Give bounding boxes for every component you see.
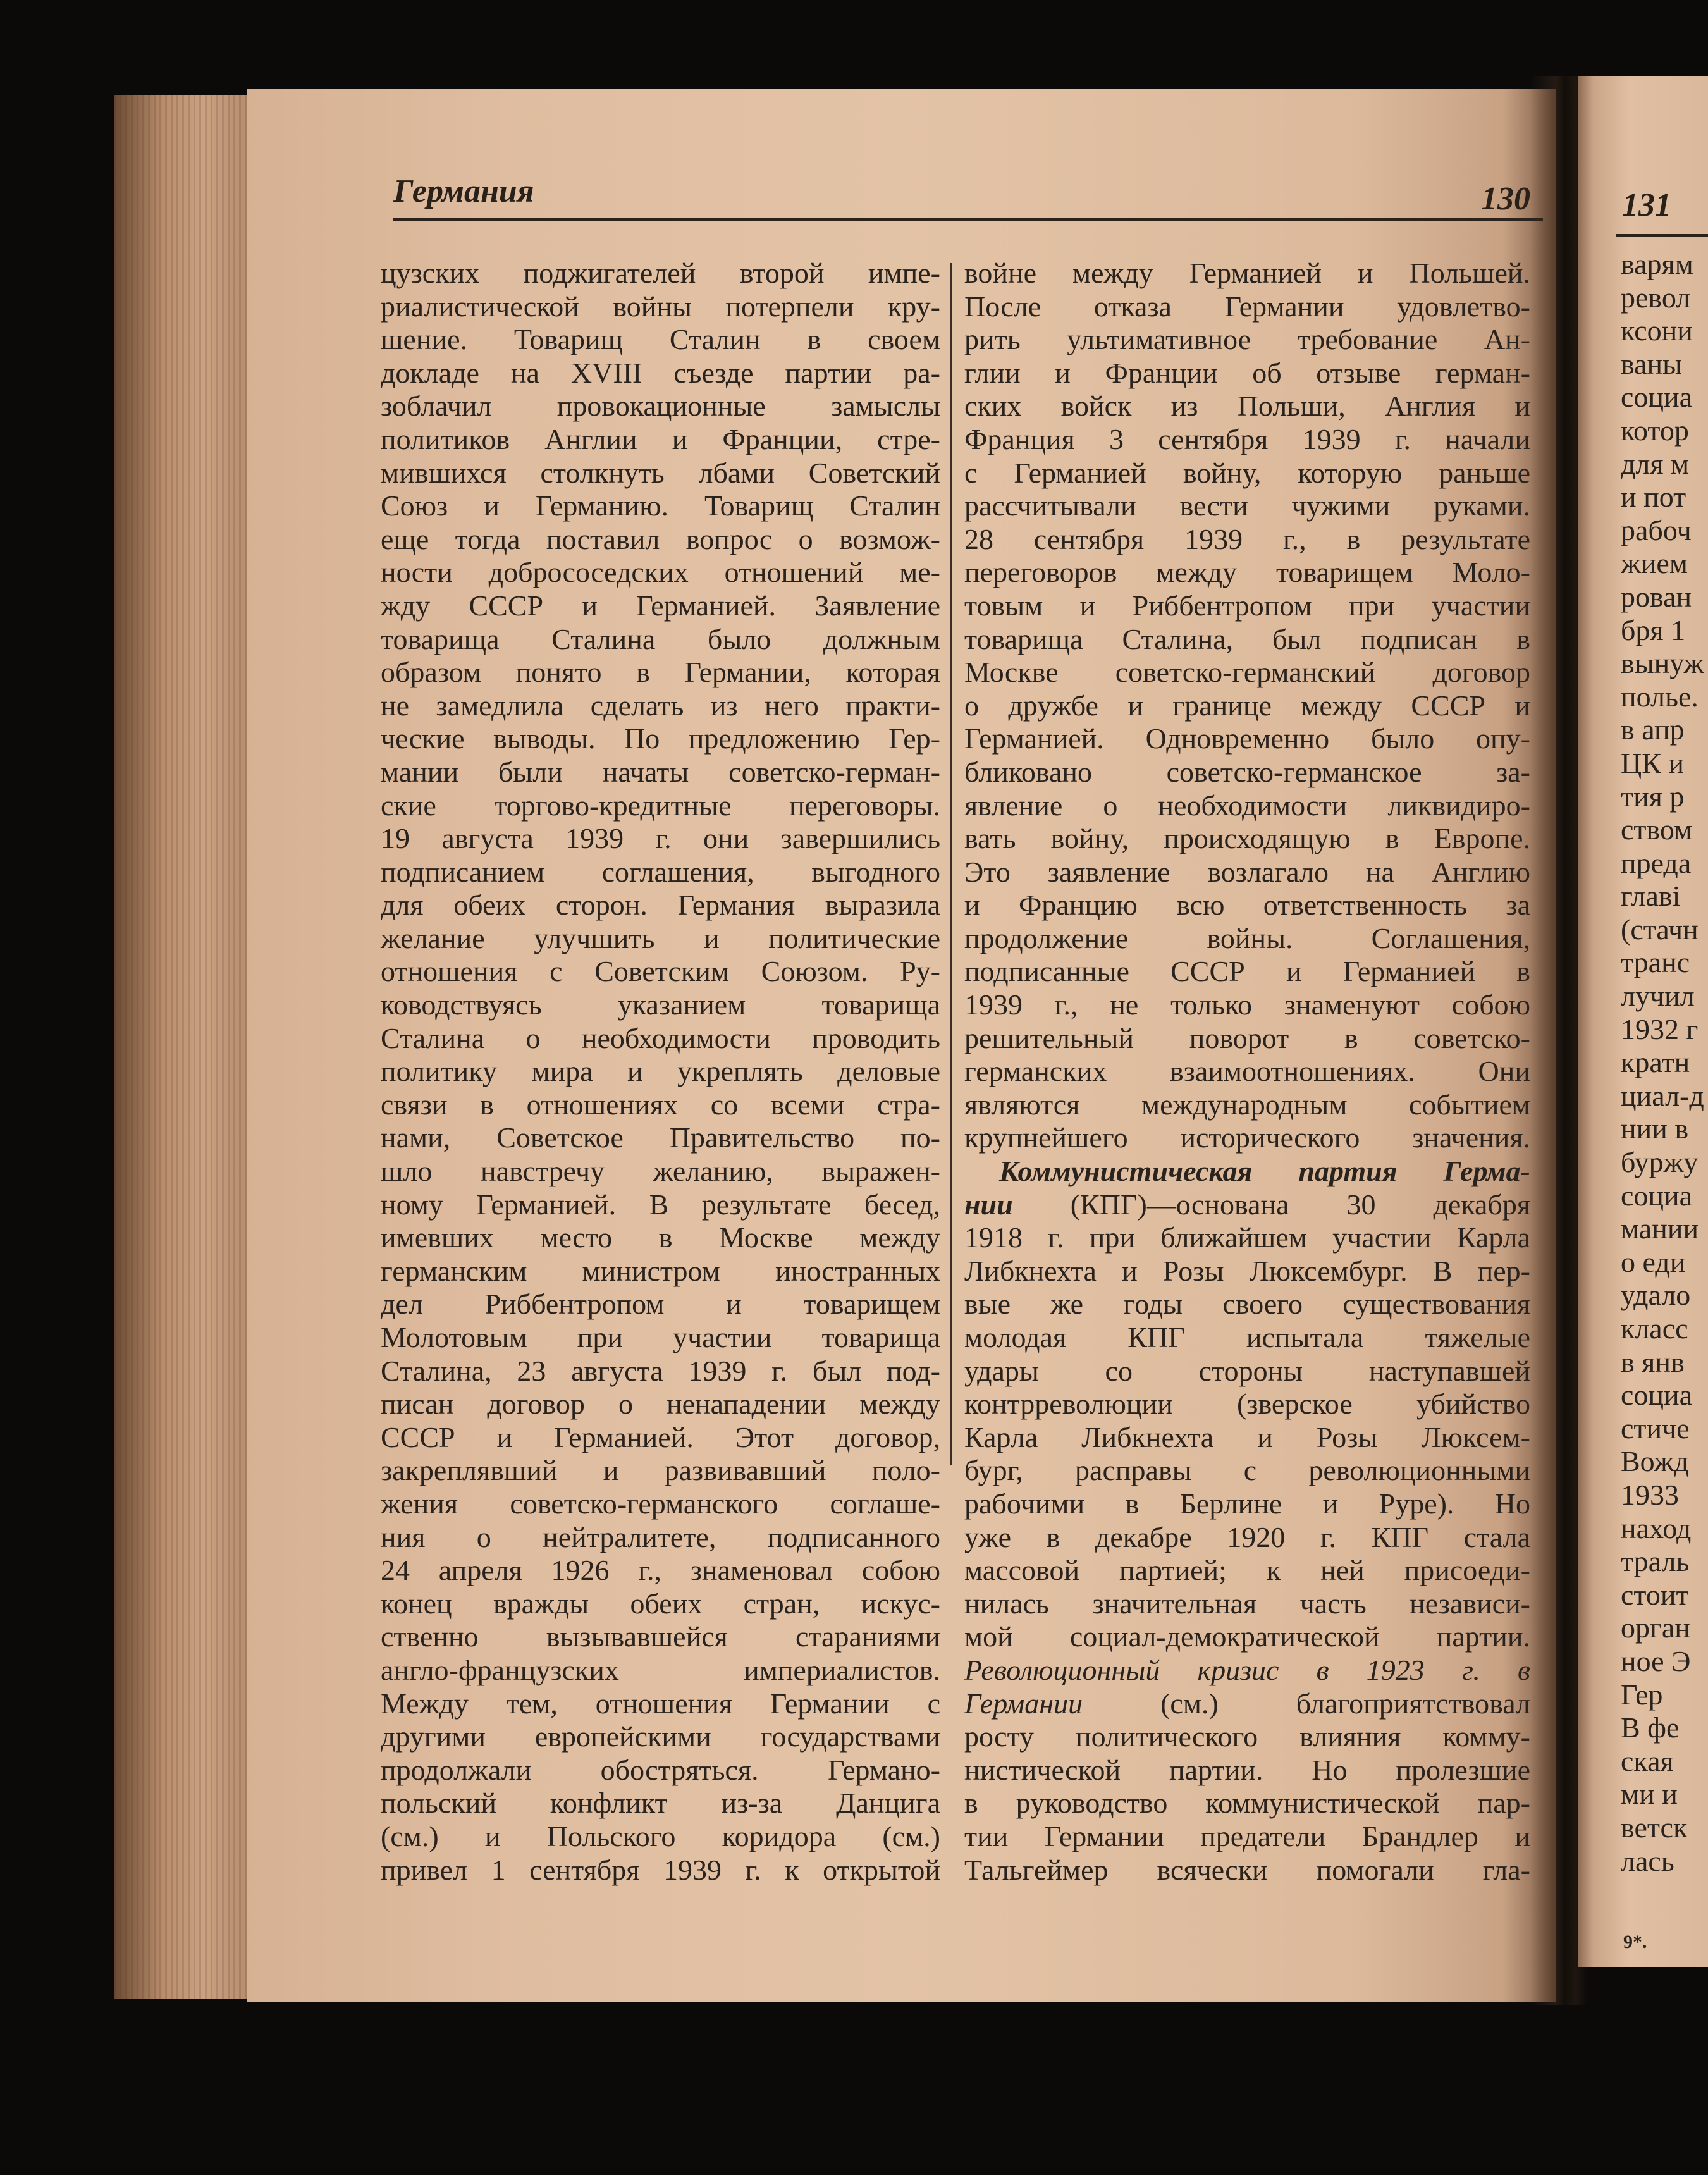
text-line: в руководство коммунистической пар- (964, 1787, 1530, 1820)
text-line: глии и Франции об отзыве герман- (964, 356, 1530, 389)
text-line: Молотовым при участии товарища (381, 1321, 940, 1353)
kpg-heading-continued: нии (964, 1188, 1071, 1221)
text-line: ваны (1621, 347, 1683, 380)
text-line: вынуж (1621, 647, 1704, 680)
text-line: массовой партией; к ней присоеди- (964, 1554, 1530, 1587)
text-line: варям (1621, 248, 1693, 280)
text-line: ская (1621, 1744, 1674, 1777)
text-line: ности добрососедских отношений ме- (381, 556, 940, 589)
text-line: войне между Германией и Польшей. (964, 257, 1530, 289)
text-line: класс (1621, 1312, 1688, 1345)
text-line: для обеих сторон. Германия выразила (381, 889, 940, 921)
text-line: мании (1621, 1212, 1699, 1245)
text-line: дел Риббентропом и товарищем (381, 1288, 940, 1321)
text-fragment: (см.) благоприятствовал (1160, 1687, 1530, 1720)
text-line: еще тогда поставил вопрос о возмож- (381, 522, 940, 555)
text-line: и пот (1621, 481, 1686, 514)
text-line: шло навстречу желанию, выражен- (381, 1155, 940, 1188)
text-line: 19 августа 1939 г. они завершились (381, 822, 940, 855)
text-line: Тальгеймер всячески помогали гла- (964, 1853, 1530, 1886)
text-line: Сталина о необходимости проводить (381, 1021, 940, 1054)
text-line: (стачн (1621, 913, 1699, 946)
text-line: жием (1621, 547, 1688, 580)
text-line: зоблачил провокационные замыслы (381, 390, 940, 422)
running-head-title: Германия (393, 173, 534, 209)
text-fragment: (КПГ)—основана 30 декабря (1070, 1188, 1530, 1221)
text-column-page-131 (1621, 248, 1708, 1878)
text-line: закреплявший и развивавший поло- (381, 1454, 940, 1487)
text-line: В фе (1621, 1711, 1680, 1744)
text-column-right (964, 257, 1530, 1887)
text-line: 1918 г. при ближайшем участии Карла (964, 1221, 1530, 1254)
text-line: привел 1 сентября 1939 г. к открытой (381, 1853, 940, 1886)
text-line: в апр (1621, 713, 1685, 746)
text-line: товарища Сталина было должным (381, 622, 940, 655)
text-line: стиче (1621, 1412, 1690, 1445)
text-line: револ (1621, 281, 1691, 314)
text-line: Франция 3 сентября 1939 г. начали (964, 422, 1530, 455)
text-line: котор (1621, 414, 1689, 447)
text-line: с Германией войну, которую раньше (964, 456, 1530, 489)
text-line: товым и Риббентропом при участии (964, 589, 1530, 622)
text-line: 24 апреля 1926 г., знаменовал собою (381, 1554, 940, 1587)
text-line: мой социал-демократической партии. (964, 1620, 1530, 1653)
text-line: решительный поворот в советско- (964, 1021, 1530, 1054)
running-header (393, 161, 1543, 221)
text-line: о еди (1621, 1245, 1686, 1278)
text-line (964, 1188, 1530, 1222)
text-line: 28 сентября 1939 г., в результате (964, 522, 1530, 555)
text-line: конец вражды обеих стран, искус- (381, 1587, 940, 1620)
text-line: ному Германией. В результате бесед, (381, 1188, 940, 1221)
text-line: удары со стороны наступавшей (964, 1354, 1530, 1387)
page-number-right: 131 (1622, 187, 1671, 223)
text-line: лучил (1621, 980, 1695, 1013)
text-line: имевших место в Москве между (381, 1221, 940, 1254)
text-line: рован (1621, 580, 1692, 613)
text-line: германским министром иностранных (381, 1254, 940, 1287)
text-line: Между тем, отношения Германии с (381, 1687, 940, 1720)
text-line: Это заявление возлагало на Англию (964, 855, 1530, 888)
text-line: циал-д (1621, 1079, 1704, 1112)
text-line: Либкнехта и Розы Люксембург. В пер- (964, 1254, 1530, 1287)
text-line: польский конфликт из-за Данцига (381, 1787, 940, 1820)
text-line: явление о необходимости ликвидиро- (964, 789, 1530, 822)
text-line: рассчитывали вести чужими руками. (964, 490, 1530, 522)
text-line (964, 1687, 1530, 1721)
text-line: товарища Сталина, был подписан в (964, 622, 1530, 655)
text-line: жения советско-германского соглаше- (381, 1487, 940, 1520)
text-line: 1939 г., не только знаменуют собою (964, 989, 1530, 1021)
text-line: и Францию всю ответственность за (964, 889, 1530, 921)
text-line: ное Э (1621, 1644, 1691, 1677)
text-line: тия р (1621, 780, 1685, 813)
text-line: Союз и Германию. Товарищ Сталин (381, 490, 940, 522)
text-line: социа (1621, 381, 1693, 414)
crisis-link: Революционный кризис в 1923 г. в (964, 1653, 1530, 1686)
page-130 (247, 89, 1556, 2002)
text-line: ния о нейтралитете, подписанного (381, 1520, 940, 1553)
kpg-heading: Коммунистическая партия Герма- (999, 1155, 1530, 1188)
text-line: являются международным событием (964, 1088, 1530, 1121)
text-line: нии в (1621, 1112, 1689, 1145)
text-line: стоит (1621, 1578, 1689, 1611)
text-line: политиков Англии и Франции, стре- (381, 422, 940, 455)
text-line: связи в отношениях со всеми стра- (381, 1088, 940, 1121)
text-line: 1933 (1621, 1478, 1679, 1511)
text-line: траль (1621, 1545, 1690, 1578)
text-line: Вожд (1621, 1445, 1689, 1478)
text-line: ветск (1621, 1811, 1688, 1844)
text-line: рабоч (1621, 514, 1692, 546)
text-line: ством (1621, 813, 1693, 846)
text-line: рабочими в Берлине и Руре). Но (964, 1487, 1530, 1520)
text-line: шение. Товарищ Сталин в своем (381, 323, 940, 356)
text-line: Гер (1621, 1678, 1663, 1711)
text-line: ЦК и (1621, 746, 1685, 779)
text-line: продолжение войны. Соглашения, (964, 921, 1530, 954)
text-line: полье. (1621, 680, 1699, 713)
text-line: не замедлила сделать из него практи- (381, 689, 940, 722)
text-line: крупнейшего исторического значения. (964, 1121, 1530, 1154)
text-line: молодая КПГ испытала тяжелые (964, 1321, 1530, 1353)
text-line: ми и (1621, 1778, 1678, 1811)
text-line: буржу (1621, 1146, 1699, 1179)
text-line: вые же годы своего существования (964, 1288, 1530, 1321)
text-line: докладе на XVIII съезде партии ра- (381, 356, 940, 389)
text-line: англо-французских империалистов. (381, 1653, 940, 1686)
text-line: 1932 г (1621, 1013, 1699, 1045)
text-line: нилась значительная часть независи- (964, 1587, 1530, 1620)
text-line: главі (1621, 880, 1681, 913)
text-line: нистической партии. Но пролезшие (964, 1753, 1530, 1786)
text-line: мившихся столкнуть лбами Советский (381, 456, 940, 489)
text-line: орган (1621, 1611, 1690, 1644)
text-line: бург, расправы с революционными (964, 1454, 1530, 1487)
text-line: подписанные СССР и Германией в (964, 955, 1530, 988)
page-131 (1578, 76, 1708, 1967)
text-line: социа (1621, 1379, 1693, 1412)
text-line: контрреволюции (зверское убийство (964, 1388, 1530, 1420)
page-number: 130 (1481, 181, 1530, 217)
text-line: отношения с Советским Союзом. Ру- (381, 955, 940, 988)
text-line: (см.) и Польского коридора (см.) (381, 1820, 940, 1852)
text-line: бря 1 (1621, 613, 1686, 646)
text-line: Карла Либкнехта и Розы Люксем- (964, 1420, 1530, 1453)
text-line: рить ультимативное требование Ан- (964, 323, 1530, 356)
header-rule-right (1616, 234, 1708, 237)
text-line: тии Германии предатели Брандлер и (964, 1820, 1530, 1852)
column-divider (950, 263, 952, 1465)
signature-mark: 9*. (1623, 1932, 1647, 1952)
text-line: для м (1621, 447, 1690, 480)
text-line: преда (1621, 846, 1692, 879)
text-line: бликовано советско-германское за- (964, 755, 1530, 788)
text-line: кратн (1621, 1046, 1690, 1079)
text-column-left (381, 257, 940, 1887)
text-line: удало (1621, 1279, 1691, 1312)
text-line: жду СССР и Германией. Заявление (381, 589, 940, 622)
text-line: уже в декабре 1920 г. КПГ стала (964, 1520, 1530, 1553)
text-line: транс (1621, 946, 1690, 979)
text-line: Германией. Одновременно было опу- (964, 722, 1530, 755)
text-line: социа (1621, 1179, 1693, 1212)
text-line: Москве советско-германский договор (964, 656, 1530, 689)
text-line: ственно вызывавшейся стараниями (381, 1620, 940, 1653)
text-line: После отказа Германии удовлетво- (964, 290, 1530, 323)
text-line: цузских поджигателей второй импе- (381, 257, 940, 289)
text-line: политику мира и укреплять деловые (381, 1055, 940, 1088)
text-line: Сталина, 23 августа 1939 г. был под- (381, 1354, 940, 1387)
text-line: образом понято в Германии, которая (381, 656, 940, 689)
text-line: переговоров между товарищем Моло- (964, 556, 1530, 589)
text-line: о дружбе и границе между СССР и (964, 689, 1530, 722)
text-line: ксони (1621, 314, 1693, 347)
text-line: подписанием соглашения, выгодного (381, 855, 940, 888)
text-line: нами, Советское Правительство по- (381, 1121, 940, 1154)
text-line: ских войск из Польши, Англия и (964, 390, 1530, 422)
text-line: СССР и Германией. Этот договор, (381, 1420, 940, 1453)
text-line: желание улучшить и политические (381, 921, 940, 954)
text-line: ские торгово-кредитные переговоры. (381, 789, 940, 822)
text-line: вать войну, происходящую в Европе. (964, 822, 1530, 855)
text-line: наход (1621, 1512, 1692, 1544)
text-line: мании были начаты советско-герман- (381, 755, 940, 788)
text-line: писан договор о ненападении между (381, 1388, 940, 1420)
text-line: продолжали обостряться. Германо- (381, 1753, 940, 1786)
crisis-link-continued: Германии (964, 1687, 1161, 1720)
text-line: ководствуясь указанием товарища (381, 989, 940, 1021)
text-line: в янв (1621, 1345, 1685, 1378)
text-line: росту политического влияния комму- (964, 1720, 1530, 1753)
text-line: другими европейскими государствами (381, 1720, 940, 1753)
text-line: лась (1621, 1844, 1674, 1877)
text-line: риалистической войны потерпели кру- (381, 290, 940, 323)
text-line: германских взаимоотношениях. Они (964, 1055, 1530, 1088)
text-line: ческие выводы. По предложению Гер- (381, 722, 940, 755)
